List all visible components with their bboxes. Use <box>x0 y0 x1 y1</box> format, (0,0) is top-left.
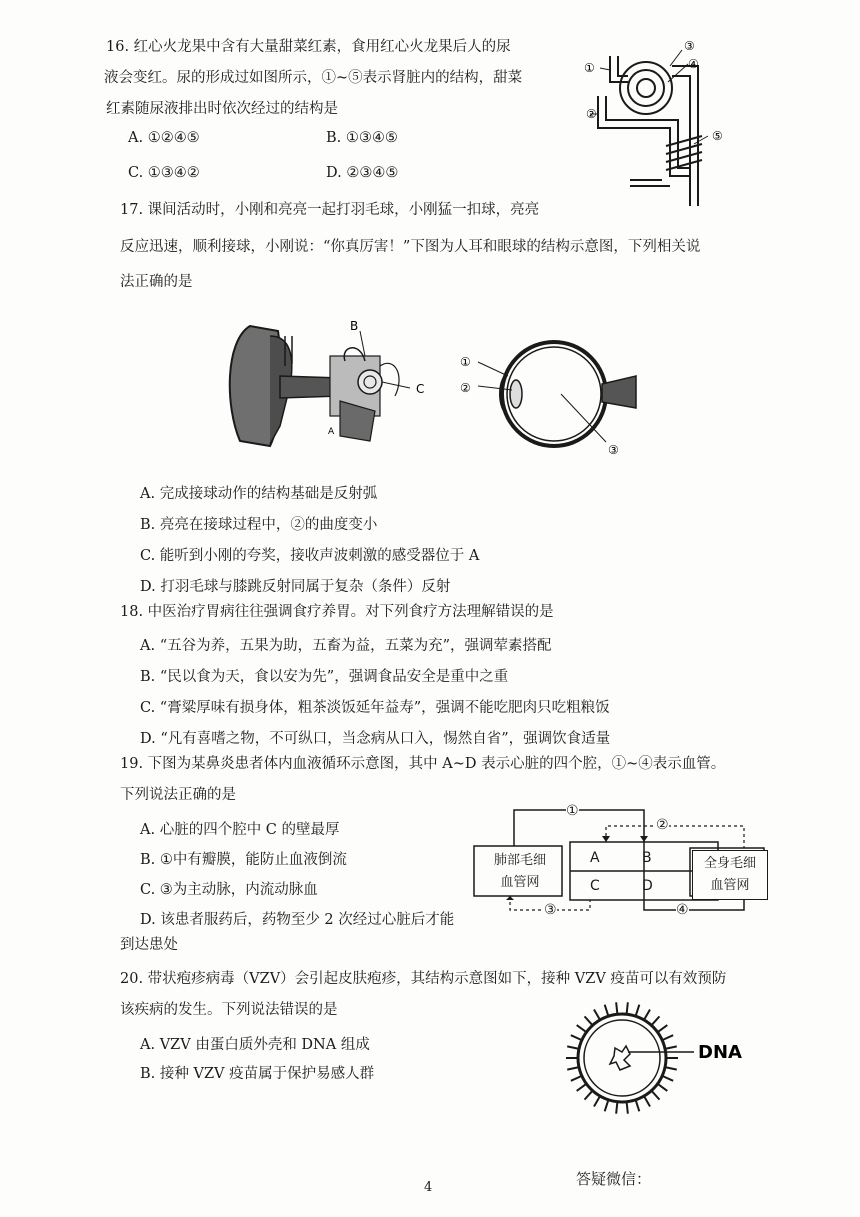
q19-option-c: C. ③为主动脉，内流动脉血 <box>140 882 318 898</box>
nephron-label-1: ① <box>584 61 595 75</box>
lung-capillary-box <box>478 850 562 894</box>
q19-line-1: 19. 下图为某鼻炎患者体内血液循环示意图，其中 A~D 表示心脏的四个腔，①~④表示血管。 <box>120 756 726 772</box>
q16-option-d: D. ②③④⑤ <box>326 165 399 181</box>
virus-spike <box>594 1096 600 1106</box>
virus-spike <box>571 1076 582 1081</box>
virus-spike <box>567 1046 579 1048</box>
q19-continuation: 到达患处 <box>120 937 178 953</box>
virus-spike <box>665 1046 677 1048</box>
virus-spike <box>644 1096 650 1106</box>
nephron-label-2: ② <box>586 107 597 121</box>
virus-spike <box>585 1091 593 1100</box>
virus-spike <box>651 1016 659 1025</box>
q19-line-2: 下列说法正确的是 <box>120 787 236 803</box>
nephron-label-5: ⑤ <box>712 129 723 143</box>
eye-diagram <box>456 334 656 464</box>
virus-spike <box>651 1091 659 1100</box>
virus-spike <box>567 1067 579 1069</box>
virus-spike <box>605 1005 609 1016</box>
virus-spike <box>577 1025 587 1032</box>
chamber-b: B <box>642 850 652 866</box>
vessel-3: ③ <box>544 902 557 918</box>
body-box-line-2: 血管网 <box>710 878 750 893</box>
virus-spike <box>636 1005 640 1016</box>
chamber-c: C <box>590 878 600 894</box>
q18-option-d: D. “凡有喜嗜之物，不可纵口，当念病从口入，惕然自省”，强调饮食适量 <box>140 731 611 747</box>
vessel-4: ④ <box>676 902 689 918</box>
body-box-line-1: 全身毛细 <box>703 856 756 871</box>
q18-option-c: C. “膏粱厚味有损身体，粗茶淡饭延年益寿”，强调不能吃肥肉只吃粗粮饭 <box>140 700 610 716</box>
eye-label-2: ② <box>460 381 471 395</box>
q16-line-3: 红素随尿液排出时依次经过的结构是 <box>106 101 338 117</box>
body-capillary-box <box>692 850 768 900</box>
q17-line-2: 反应迅速，顺利接球，小刚说：“你真厉害！”下图为人耳和眼球的结构示意图，下列相关说 <box>120 239 701 255</box>
virus-spike <box>658 1025 668 1032</box>
ear-diagram <box>220 316 440 456</box>
q16-line-2: 液会变红。尿的形成过如图所示，①~⑤表示肾脏内的结构，甜菜 <box>104 70 523 86</box>
ear-label-b: B <box>350 319 359 333</box>
q16-line-1: 16. 红心火龙果中含有大量甜菜红素，食用红心火龙果后人的尿 <box>106 39 511 55</box>
q19-option-d: D. 该患者服药后，药物至少 2 次经过心脏后才能 <box>140 912 455 928</box>
q17-option-c: C. 能听到小刚的夸奖，接收声波刺激的感受器位于 A <box>140 548 480 564</box>
chamber-d: D <box>642 878 653 894</box>
virus-spike <box>571 1035 582 1040</box>
q17-option-a: A. 完成接球动作的结构基础是反射弧 <box>140 486 378 502</box>
virus-spike <box>662 1076 673 1081</box>
q20-option-a: A. VZV 由蛋白质外壳和 DNA 组成 <box>140 1037 370 1053</box>
virus-spike <box>662 1035 673 1040</box>
virus-spike <box>627 1102 628 1114</box>
q19-option-a: A. 心脏的四个腔中 C 的壁最厚 <box>140 822 340 838</box>
nephron-label-3: ③ <box>684 39 695 53</box>
q20-line-1: 20. 带状疱疹病毒（VZV）会引起皮肤疱疹，其结构示意图如下，接种 VZV 疫苗可以有效预防 <box>120 971 727 987</box>
virus-diagram <box>560 1000 750 1120</box>
q16-option-b: B. ①③④⑤ <box>326 130 398 146</box>
eye-label-1: ① <box>460 355 471 369</box>
page-number: 4 <box>424 1180 433 1195</box>
q20-option-b: B. 接种 VZV 疫苗属于保护易感人群 <box>140 1066 375 1082</box>
virus-spike <box>665 1067 677 1069</box>
virus-spike <box>594 1010 600 1020</box>
lung-box-line-2: 血管网 <box>500 875 540 890</box>
virus-spike <box>605 1100 609 1111</box>
q17-line-1: 17. 课间活动时，小刚和亮亮一起打羽毛球，小刚猛一扣球，亮亮 <box>120 202 540 218</box>
q16-option-c: C. ①③④② <box>128 165 200 181</box>
q17-line-3: 法正确的是 <box>120 274 193 290</box>
q17-option-d: D. 打羽毛球与膝跳反射同属于复杂（条件）反射 <box>140 579 451 595</box>
q18-option-b: B. “民以食为天，食以安为先”，强调食品安全是重中之重 <box>140 669 509 685</box>
eye-label-3: ③ <box>608 443 619 457</box>
virus-spike <box>644 1010 650 1020</box>
wechat-contact-label: 答疑微信： <box>576 1170 652 1188</box>
virus-spike <box>585 1016 593 1025</box>
virus-dna-label: DNA <box>698 1042 742 1063</box>
q19-option-b: B. ①中有瓣膜，能防止血液倒流 <box>140 852 347 868</box>
q18-option-a: A. “五谷为养，五果为助，五畜为益，五菜为充”，强调荤素搭配 <box>140 638 552 654</box>
chamber-a: A <box>590 850 600 866</box>
vessel-1: ① <box>566 803 579 819</box>
virus-spike <box>627 1002 628 1014</box>
nephron-diagram <box>570 36 730 216</box>
virus-spike <box>658 1084 668 1091</box>
virus-spike <box>636 1100 640 1111</box>
lung-box-line-1: 肺部毛细 <box>493 853 546 868</box>
vessel-2: ② <box>656 817 669 833</box>
virus-spike <box>616 1002 617 1014</box>
virus-spike <box>616 1102 617 1114</box>
nephron-label-4: ④ <box>688 57 699 71</box>
ear-label-a: A <box>328 427 335 437</box>
q18-stem: 18. 中医治疗胃病往往强调食疗养胃。对下列食疗方法理解错误的是 <box>120 604 554 620</box>
virus-spike <box>577 1084 587 1091</box>
q20-line-2: 该疾病的发生。下列说法错误的是 <box>120 1002 338 1018</box>
q16-option-a: A. ①②④⑤ <box>128 130 200 146</box>
q17-option-b: B. 亮亮在接球过程中，②的曲度变小 <box>140 517 378 533</box>
ear-label-c: C <box>416 382 425 396</box>
